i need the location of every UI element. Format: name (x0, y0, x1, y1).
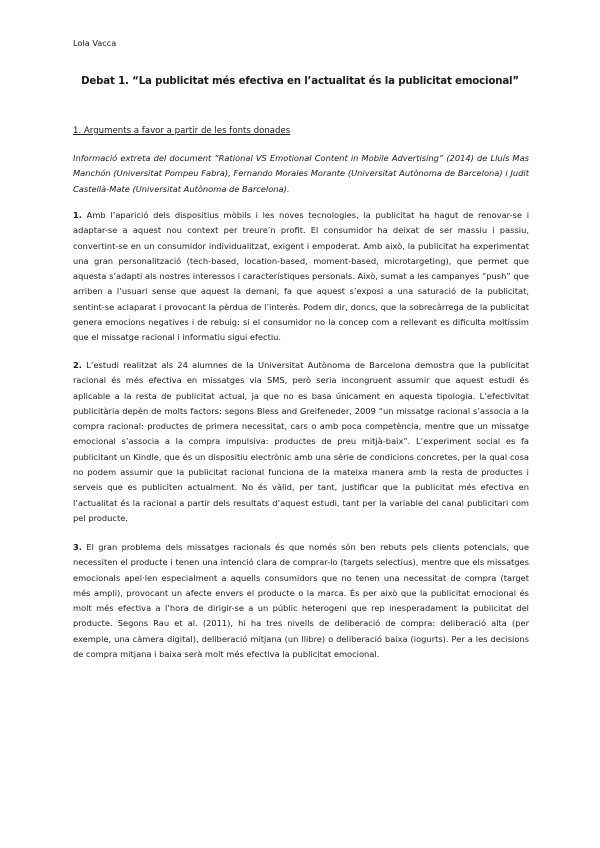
author-name: Lola Vacca (73, 38, 117, 48)
paragraph-1 (73, 208, 529, 346)
paragraph-2 (73, 358, 529, 526)
source-note: Informació extreta del document “Rational VS Emotional Content in Mobile Advertising” (2014) de Lluís Mas Manchón (Universitat Pompeu Fabra), Fernando Morales Morante (Universitat Autònoma de Barcelona) i Judit Castellà-Mate (Universitat Autònoma de Barcelona). (73, 153, 529, 194)
document-title: Debat 1. “La publicitat més efectiva en l’actualitat és la publicitat emocional” (81, 76, 519, 87)
paragraph-text: El gran problema dels missatges racionals és que només són ben rebuts pels clients potencials, que necessiten el producte i tenen una intenció clara de comprar-lo (targets selectius), mentre que els missatges emocionals apel·len especialment a aquells consumidors que no tenen una necessitat de compra (target més ampli), provocant un afecte envers el producte o la marca. És per això que la publicitat emocional és molt més efectiva a l’hora de dirigir-se a un públic heterogeni que rep inesperadament la publicitat del producte. Segons Rau et al. (2011), hi ha tres nivells de deliberació de compra: deliberació alta (per exemple, una càmera digital), deliberació mitjana (un llibre) o deliberació baixa (iogurts). Per a les decisions de compra mitjana i baixa serà molt més efectiva la publicitat emocional. (73, 542, 529, 660)
paragraph-number: 3. (73, 542, 82, 552)
paragraph-3 (73, 540, 529, 662)
paragraph-text: L’estudi realitzat als 24 alumnes de la Universitat Autònoma de Barcelona demostra que la publicitat racional és més efectiva en missatges via SMS, però seria incongruent assumir que aquest estudi és aplicable a la resta de publicitat actual, ja que no es basa únicament en aquesta tipologia. L’efectivitat publicitària depèn de molts factors: segons Bless and Greifeneder, 2009 “un missatge racional s’associa a la compra racional: productes de primera necessitat, cars o amb poca competència, mentre que un missatge emocional s’associa a la compra impulsiva: productes de preu mitjà-baix”. L’experiment social es fa publicitant un Kindle, que és un dispositiu electrònic amb una sèrie de condicions concretes, per la qual cosa no podem assumir que la publicitat racional funciona de la mateixa manera amb la resta de productes i serveis que es publiciten actualment. No és vàlid, per tant, justificar que la publicitat més efectiva en l’actualitat és la racional a partir dels resultats d’aquest estudi, tant per la variable del canal publicitari com pel producte. (73, 360, 530, 523)
paragraph-text: Amb l’aparició dels dispositius mòbils i les noves tecnologies, la publicitat ha hagut de renovar-se i adaptar-se a aquest nou context per treure’n profit. El consumidor ha deixat de ser massiu i passiu, convertint-se en un consumidor individualitzat, exigent i empoderat. Amb això, la publicitat ha experimentat una gran personalització (tech-based, location-based, moment-based, microtargeting), que permet que aquesta s’adapti als nostres interessos i característiques personals. Això, sumat a les campanyes “push” que arriben a l’usuari sense que aquest la demani, fa que aquest s’exposi a una saturació de la publicitat, sentint-se aclaparat i provocant la pèrdua de l’interès. Podem dir, doncs, que la sobrecàrrega de la publicitat genera emocions negatives i de rebuig: si el consumidor no la concep com a rellevant es dificulta moltíssim que el missatge racional i informatiu sigui efectiu. (73, 210, 529, 343)
section-heading: 1. Arguments a favor a partir de les fonts donades (73, 126, 291, 136)
paragraph-number: 2. (73, 360, 82, 370)
paragraph-number: 1. (73, 210, 82, 220)
